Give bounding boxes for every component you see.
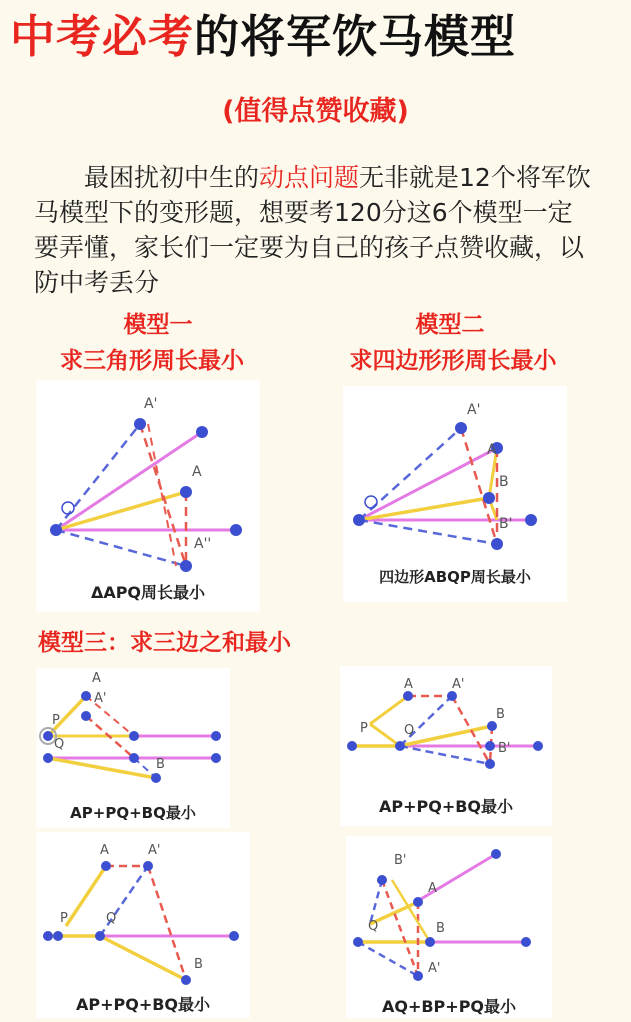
m1-label-a: A [192,464,202,480]
m3p1-label-a: A [92,671,101,686]
m2-label-b-prime: B' [499,516,513,532]
m3p3-label-q: Q [106,911,117,926]
model3-diagram-3 [36,832,250,1018]
m3p4-label-a-prime: A' [428,961,441,976]
m3p4-label-b-prime: B' [394,853,407,868]
m3p1-label-a-prime: A' [94,691,107,706]
model1-caption: ΔAPQ周长最小 [90,583,206,602]
model2-title: 模型二 [415,312,485,338]
m3p4-label-q: Q [368,919,379,934]
m3p2-label-q: Q [404,723,415,738]
model3-caption-4: AQ+BP+PQ最小 [381,997,517,1016]
model1-diagram [36,380,260,612]
model3-diagram-4 [346,836,552,1018]
m2-label-a-prime: A' [467,402,481,418]
m3p2-label-b-prime: B' [498,741,511,756]
model3-caption-2: AP+PQ+BQ最小 [378,797,514,816]
intro-highlight: 动点问题 [259,163,360,192]
m3p1-label-b: B [156,757,165,772]
title-red-part: 中考必考 [10,10,195,63]
m2-label-b: B [499,474,509,490]
model1-title: 模型一 [123,312,193,338]
model2-caption: 四边形ABQP周长最小 [379,568,531,586]
model2-subtitle: 求四边形形周长最小 [349,348,557,374]
model3-caption-1: AP+PQ+BQ最小 [70,804,196,822]
m3p3-label-a: A [100,843,109,858]
page-subtitle: (值得点赞收藏) [222,96,409,127]
model3-caption-3: AP+PQ+BQ最小 [75,995,211,1014]
title-black-part: 的将军饮马模型 [194,10,517,63]
model3-diagram-1 [36,668,230,828]
m3p3-label-a-prime: A' [148,843,161,858]
m3p4-label-b: B [436,921,445,936]
intro-paragraph [34,160,594,300]
m3p1-label-q: Q [54,737,65,752]
model3-title: 模型三：求三边之和最小 [38,630,291,656]
m1-label-a-double-prime: A'' [194,536,212,552]
m2-label-a: A [487,442,497,458]
m3p4-label-a: A [428,881,437,896]
model1-subtitle: 求三角形周长最小 [60,348,244,374]
m3p2-label-a-prime: A' [452,677,465,692]
m3p2-label-b: B [496,707,505,722]
page-title [10,6,625,68]
m3p2-label-p: P [360,721,368,736]
m1-label-a-prime: A' [144,396,158,412]
m3p3-label-b: B [194,957,203,972]
m3p1-label-p: P [52,713,60,728]
model2-diagram [343,386,567,602]
model3-diagram-2 [340,666,552,826]
m3p3-label-p: P [60,911,68,926]
intro-part1: 最困扰初中生的 [84,163,260,192]
m3p2-label-a: A [404,677,413,692]
intro-part2: 无非就是12个将军饮马模型下的变形题，想要考120分这6个模型一定要弄懂，家长们一定要为自己的孩子点赞收藏，以防中考丢分 [34,163,591,297]
